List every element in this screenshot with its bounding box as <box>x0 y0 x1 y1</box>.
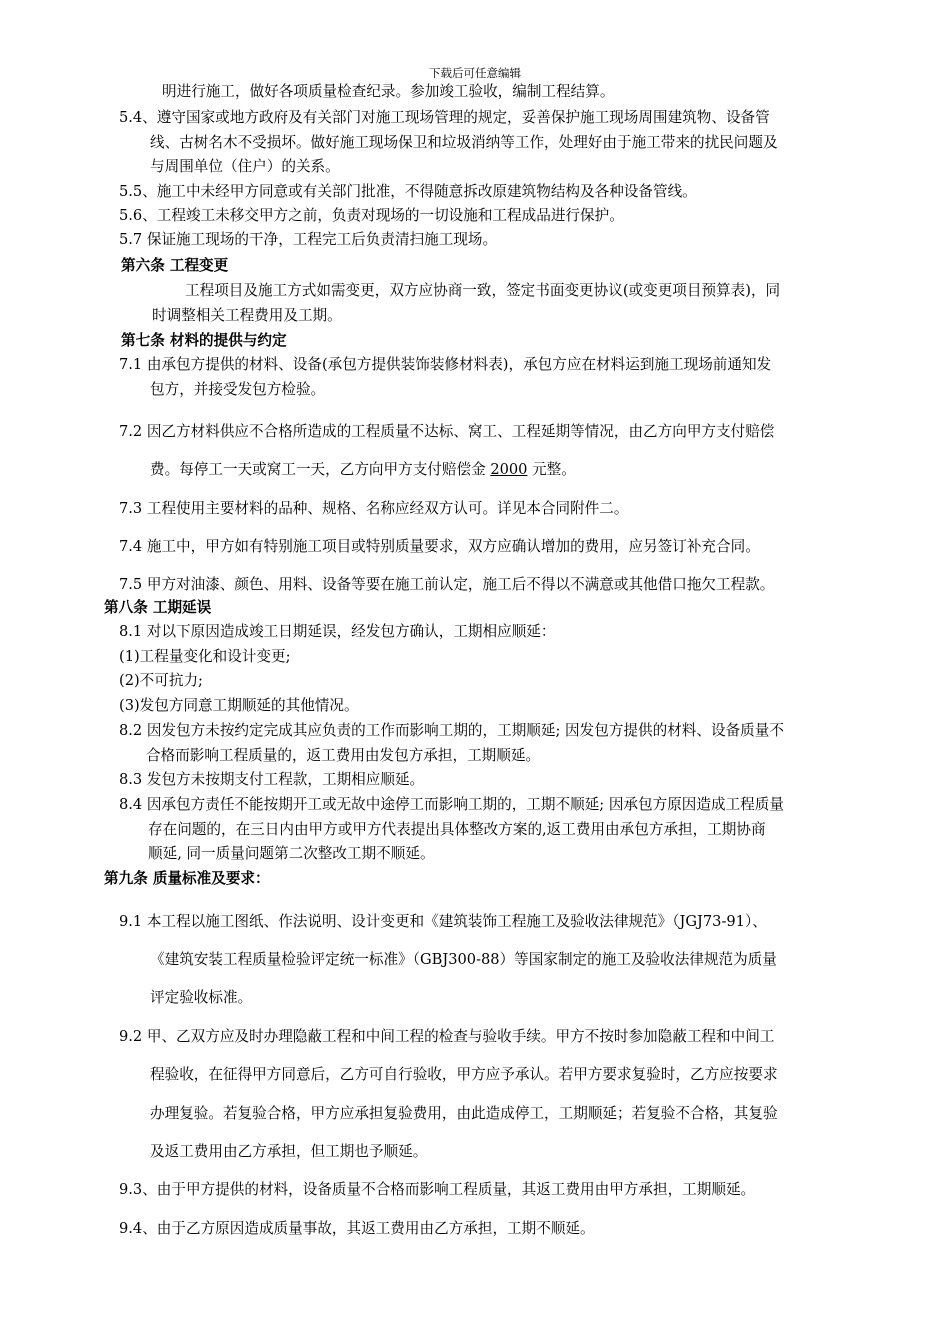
text-line: 评定验收标准。 <box>150 989 253 1006</box>
compensation-amount: 2000 <box>490 461 528 478</box>
text-line: 线、古树名木不受损坏。做好施工现场保卫和垃圾消纳等工作，处理好由于施工带来的扰民问题及 <box>150 134 778 151</box>
text-line: 7.1 由承包方提供的材料、设备(承包方提供装饰装修材料表)，承包方应在材料运到施工现场前通知发 <box>119 356 772 373</box>
text-line: 工程项目及施工方式如需变更，双方应协商一致，签定书面变更协议(或变更项目预算表)，同 <box>185 282 781 299</box>
text-line: 《建筑安装工程质量检验评定统一标准》（GBJ300-88）等国家制定的施工及验收法律规范为质量 <box>150 951 777 968</box>
section-heading: 第八条 工期延误 <box>104 599 212 616</box>
text-line: 程验收，在征得甲方同意后，乙方可自行验收，甲方应予承认。若甲方要求复验时，乙方应按要求 <box>150 1066 778 1083</box>
text-line: 9.4、由于乙方原因造成质量事故，其返工费用由乙方承担，工期不顺延。 <box>119 1220 595 1237</box>
text-line: 7.5 甲方对油漆、颜色、用料、设备等要在施工前认定，施工后不得以不满意或其他借口拖欠工程款。 <box>119 576 775 593</box>
section-heading: 第六条 工程变更 <box>121 257 229 274</box>
text-line: 8.2 因发包方未按约定完成其应负责的工作而影响工期的，工期顺延; 因发包方提供的材料、设备质量不 <box>119 722 784 739</box>
text-line: (1)工程量变化和设计变更; <box>119 648 291 665</box>
page-header: 下载后可任意编辑 <box>429 66 521 80</box>
text-line: 7.3 工程使用主要材料的品种、规格、名称应经双方认可。详见本合同附件二。 <box>119 500 629 517</box>
text-line: 8.3 发包方未按期支付工程款，工期相应顺延。 <box>119 771 425 788</box>
text-line: 8.1 对以下原因造成竣工日期延误，经发包方确认，工期相应顺延： <box>119 623 556 640</box>
text-line: 9.2 甲、乙双方应及时办理隐蔽工程和中间工程的检查与验收手续。甲方不按时参加隐蔽工程和中间工 <box>119 1028 775 1045</box>
section-heading: 第七条 材料的提供与约定 <box>121 332 287 349</box>
text-line: 5.6、工程竣工未移交甲方之前，负责对现场的一切设施和工程成品进行保护。 <box>119 207 624 224</box>
text-line: 5.4、遵守国家或地方政府及有关部门对施工现场管理的规定，妥善保护施工现场周围建筑物、设备管 <box>119 109 770 126</box>
text-line: 及返工费用由乙方承担，但工期也予顺延。 <box>150 1143 428 1160</box>
text-line: 明进行施工，做好各项质量检查纪录。参加竣工验收，编制工程结算。 <box>162 83 615 100</box>
text-line: 与周围单位（住户）的关系。 <box>150 158 340 175</box>
text-line: 办理复验。若复验合格，甲方应承担复验费用，由此造成停工，工期顺延；若复验不合格，其复验 <box>150 1105 778 1122</box>
text-line: 9.3、由于甲方提供的材料，设备质量不合格而影响工程质量，其返工费用由甲方承担，工期顺延。 <box>119 1181 756 1198</box>
text-line: 5.5、施工中未经甲方同意或有关部门批准，不得随意拆改原建筑物结构及各种设备管线。 <box>119 183 697 200</box>
text-line: 9.1 本工程以施工图纸、作法说明、设计变更和《建筑装饰工程施工及验收法律规范》（JGJ73-91）、 <box>119 913 767 930</box>
text-line: 存在问题的，在三日内由甲方或甲方代表提出具体整改方案的,返工费用由承包方承担，工期协商 <box>148 821 766 838</box>
text-line: 费。每停工一天或窝工一天，乙方向甲方支付赔偿金 2000 元整。 <box>150 461 576 478</box>
text-line: (3)发包方同意工期顺延的其他情况。 <box>119 697 359 714</box>
text-line: 7.4 施工中，甲方如有特别施工项目或特别质量要求，双方应确认增加的费用，应另签订补充合同。 <box>119 538 760 555</box>
text-line: 8.4 因承包方责任不能按期开工或无故中途停工而影响工期的，工期不顺延; 因承包方原因造成工程质量 <box>119 796 784 813</box>
text-line: 顺延, 同一质量问题第二次整改工期不顺延。 <box>148 845 435 862</box>
section-heading: 第九条 质量标准及要求： <box>104 870 270 887</box>
text-line: 时调整相关工程费用及工期。 <box>152 307 342 324</box>
text-line: 合格而影响工程质量的，返工费用由发包方承担，工期顺延。 <box>146 747 541 764</box>
text-line: 7.2 因乙方材料供应不合格所造成的工程质量不达标、窝工、工程延期等情况，由乙方向甲方支付赔偿 <box>119 423 775 440</box>
text-line: 包方，并接受发包方检验。 <box>150 381 326 398</box>
text-line: 5.7 保证施工现场的干净，工程完工后负责清扫施工现场。 <box>119 231 498 248</box>
text-line: (2)不可抗力; <box>119 672 203 689</box>
